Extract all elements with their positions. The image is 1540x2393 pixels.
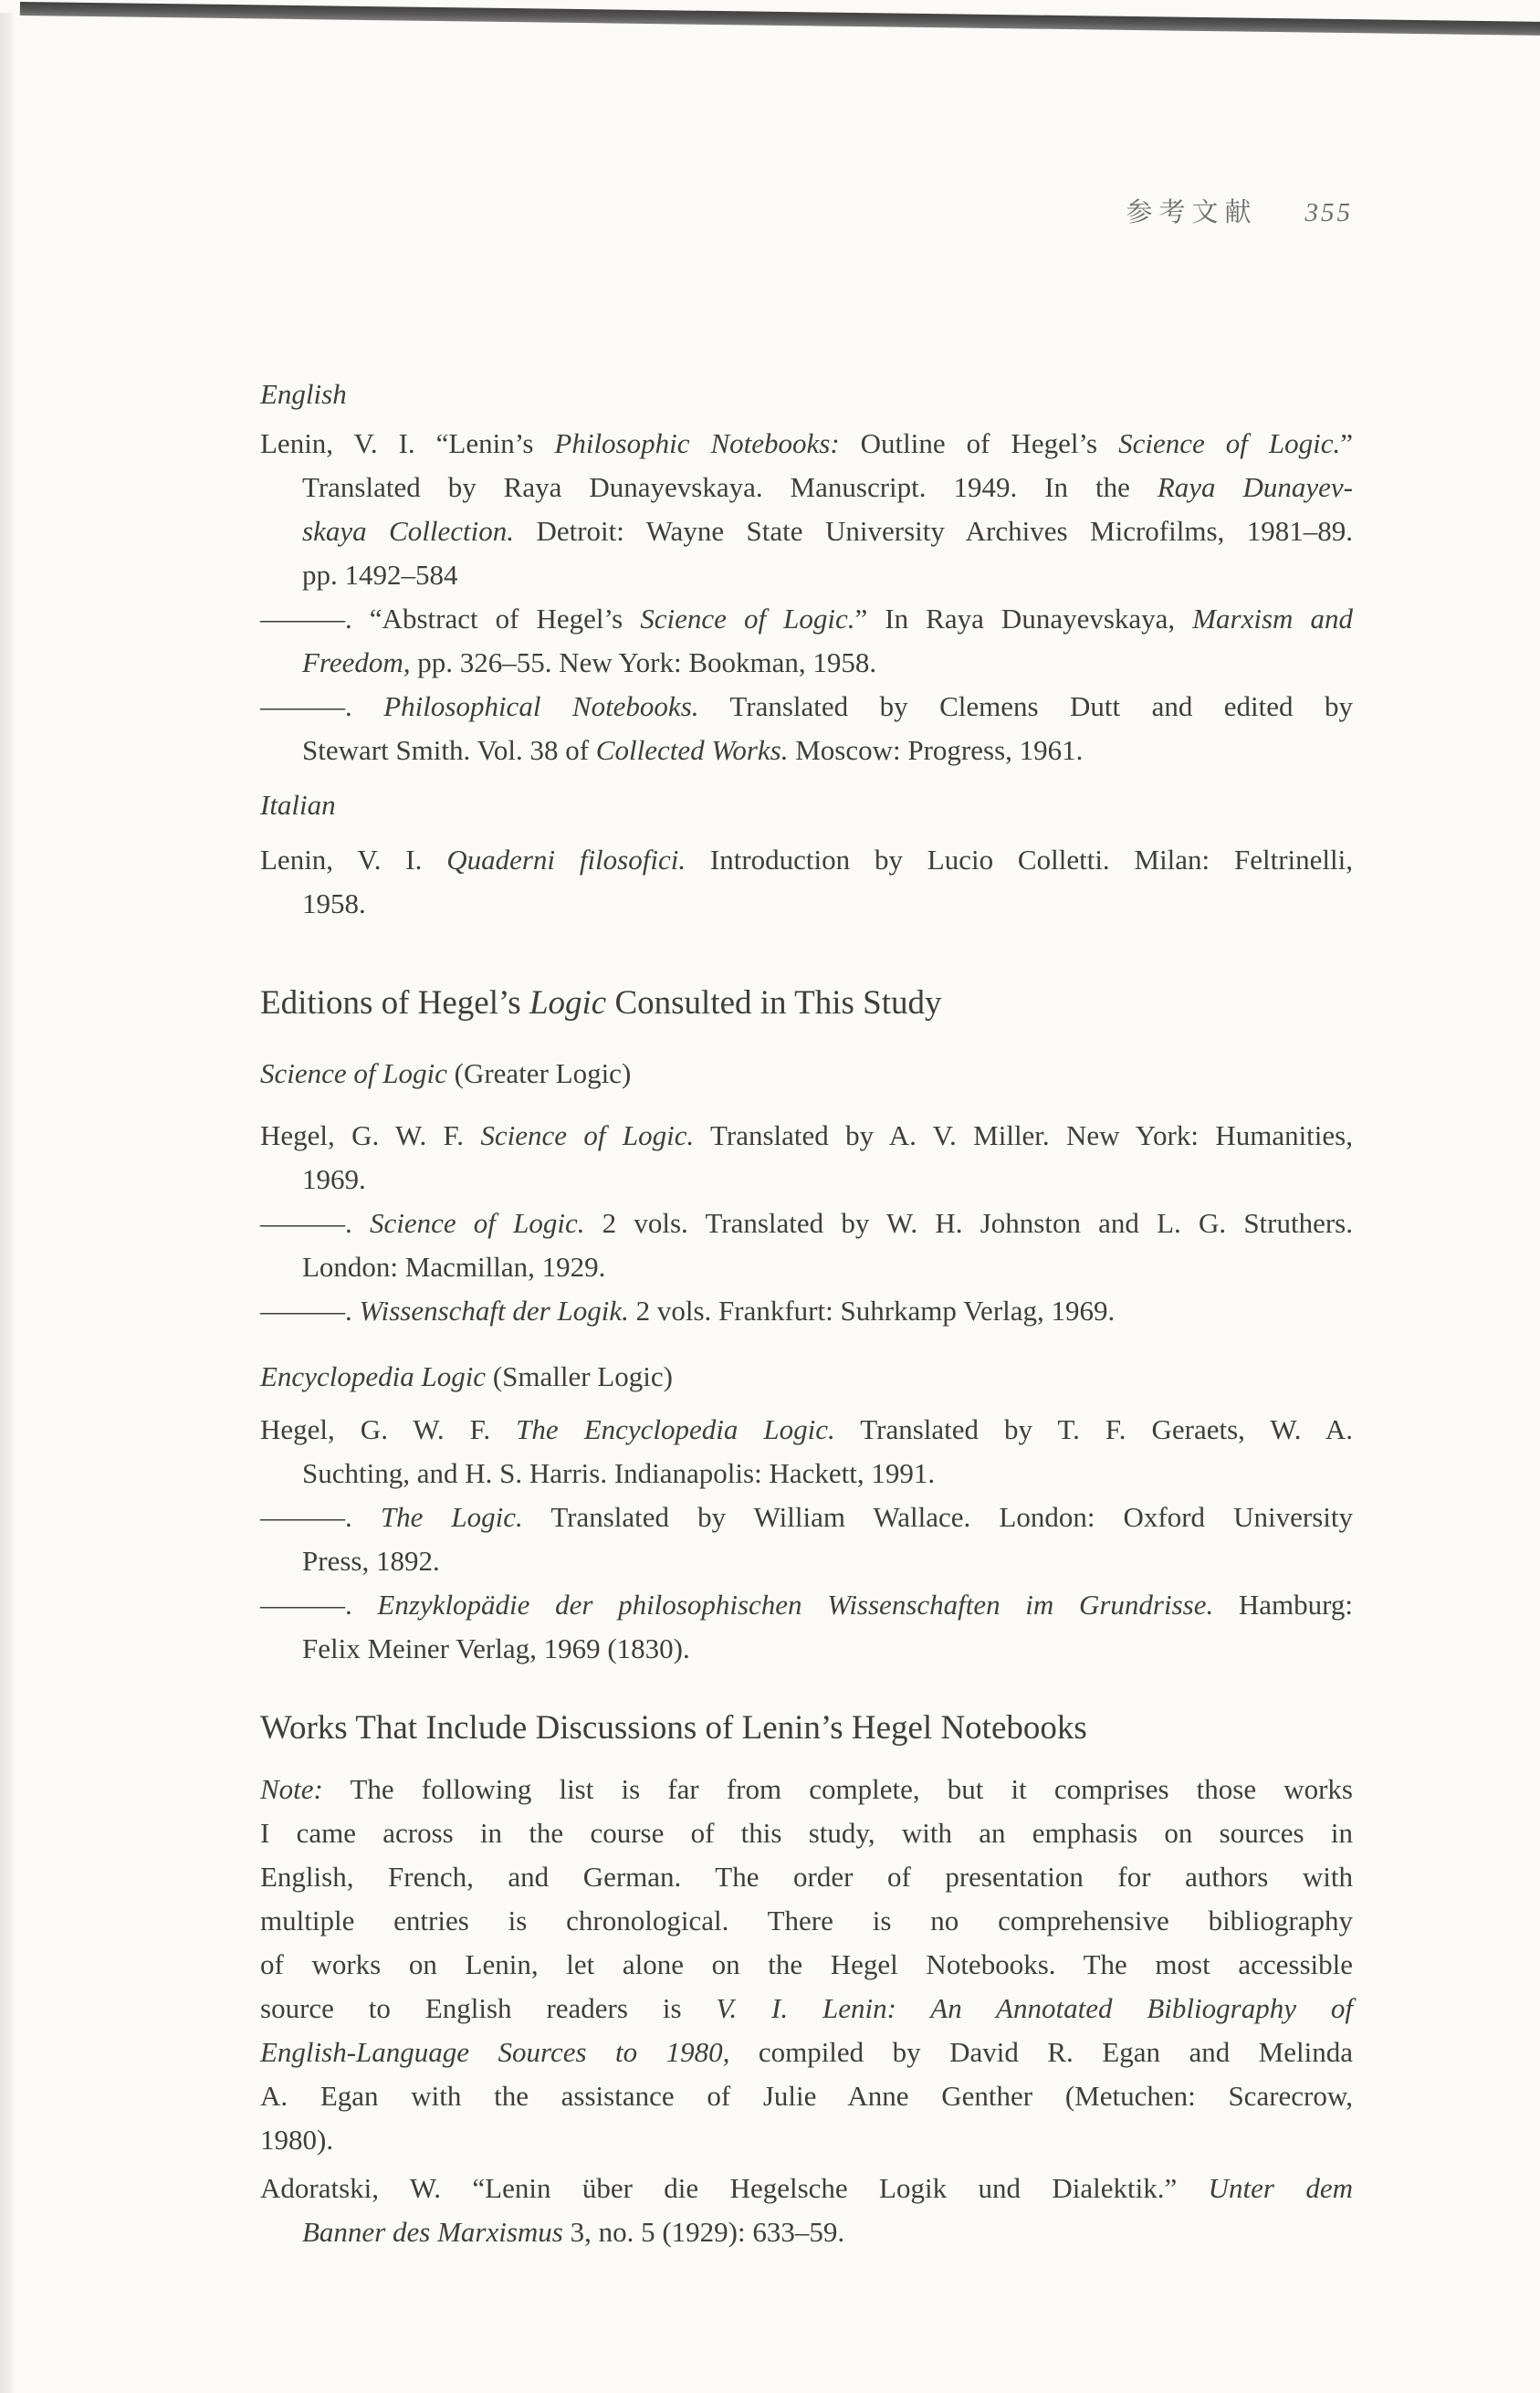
text-line (260, 1114, 1353, 1158)
text-line (260, 2210, 1353, 2254)
roman-text: (Greater Logic) (446, 1057, 632, 1089)
roman-text: Outline of Hegel’s (839, 427, 1119, 459)
italic-text: skaya Collection. (302, 515, 514, 547)
text-line (260, 1408, 1353, 1452)
roman-text: of works on Lenin, let alone on the Hegel Notebooks. The most accessible (260, 1948, 1353, 1980)
italic-text: Philosophical Notebooks. (383, 690, 699, 722)
italic-text: Science of Logic. (640, 603, 855, 635)
text-line (260, 597, 1353, 641)
roman-text: ———. (260, 690, 384, 722)
roman-text: ” In Raya Dunayevskaya, (854, 603, 1193, 635)
text-line (260, 838, 1353, 882)
roman-text: The following list is far from complete, but it comprises those works (322, 1773, 1353, 1805)
italic-text: V. I. Lenin: An Annotated Bibliography of (716, 1992, 1353, 2024)
text-line (260, 553, 1353, 597)
text-line (260, 1245, 1353, 1289)
bibliography-entry (260, 597, 1353, 685)
roman-text: 2 vols. Translated by W. H. Johnston and L. G. Struthers. (584, 1207, 1353, 1239)
italic-text: Science of Logic. (1118, 427, 1341, 459)
roman-text: 2 vols. Frankfurt: Suhrkamp Verlag, 1969. (628, 1295, 1116, 1327)
running-header-page-number: 355 (1304, 198, 1353, 227)
roman-text: English, French, and German. The order of presentation for authors with (260, 1861, 1353, 1893)
text-line (260, 1539, 1353, 1583)
italic-text: Science of Logic. (480, 1119, 695, 1151)
text-line (260, 685, 1353, 729)
text-line (260, 1202, 1353, 1245)
text-line (260, 2031, 1353, 2074)
bibliography-entry (260, 685, 1353, 772)
roman-text: Adoratski, W. “Lenin über die Hegelsche Logik und Dialektik.” (260, 2172, 1209, 2204)
roman-text: Translated by T. F. Geraets, W. A. (834, 1413, 1353, 1445)
roman-text: Stewart Smith. Vol. 38 of (302, 734, 596, 766)
roman-text: 1958. (302, 887, 366, 919)
italic-text: Science of Logic (260, 1057, 447, 1089)
text-line (260, 1768, 1353, 1811)
bibliography-content (260, 373, 1353, 2254)
roman-text: Translated by Clemens Dutt and edited by (698, 690, 1354, 722)
text-line (260, 641, 1353, 685)
italic-text: Science of Logic. (369, 1207, 585, 1239)
roman-text: Detroit: Wayne State University Archives Microfilms, 1981–89. (513, 515, 1353, 547)
text-line (260, 422, 1353, 466)
text-line (260, 1987, 1353, 2031)
section-heading (260, 1704, 1353, 1753)
roman-text: ” (1340, 427, 1353, 459)
roman-text: Translated by William Wallace. London: Oxford University (522, 1501, 1353, 1533)
roman-text: London: Macmillan, 1929. (302, 1251, 606, 1283)
roman-text: Moscow: Progress, 1961. (788, 734, 1084, 766)
bibliography-entry (260, 1289, 1353, 1333)
italic-text: Philosophic Notebooks: (554, 427, 840, 459)
roman-text: compiled by David R. Egan and Melinda (729, 2036, 1353, 2068)
bibliography-entry (260, 1202, 1353, 1289)
italic-text: Freedom, (302, 646, 411, 678)
roman-text: A. Egan with the assistance of Julie Anne Genther (Metuchen: Scarecrow, (260, 2080, 1353, 2112)
text-line (260, 1158, 1353, 1202)
roman-text: 3, no. 5 (1929): 633–59. (562, 2216, 845, 2248)
note-paragraph (260, 1768, 1353, 2162)
roman-text: Translated by A. V. Miller. New York: Humanities, (694, 1119, 1353, 1151)
text-line (260, 2118, 1353, 2162)
italic-text: Marxism and (1192, 603, 1353, 635)
italic-text: English (260, 378, 347, 410)
roman-text: Hamburg: (1213, 1589, 1354, 1621)
roman-text: Press, 1892. (302, 1545, 440, 1577)
italic-text: Unter dem (1208, 2172, 1353, 2204)
roman-text: Translated by Raya Dunayevskaya. Manuscript. 1949. In the (302, 471, 1158, 503)
italic-text: Quaderni filosofici. (446, 844, 686, 876)
text-line (260, 1811, 1353, 1855)
roman-text: (Smaller Logic) (486, 1360, 673, 1392)
roman-text: pp. 326–55. New York: Bookman, 1958. (410, 646, 877, 678)
roman-text: Lenin, V. I. “Lenin’s (260, 427, 555, 459)
text-line (260, 1496, 1353, 1539)
roman-text: multiple entries is chronological. There is no comprehensive bibliography (260, 1905, 1353, 1936)
roman-text: 1980). (260, 2124, 334, 2156)
roman-text: Consulted in This Study (606, 984, 942, 1022)
roman-text: ———. “Abstract of Hegel’s (260, 603, 641, 635)
roman-text: source to English readers is (260, 1992, 717, 2024)
roman-text: Editions of Hegel’s (260, 984, 529, 1022)
roman-text: Hegel, G. W. F. (260, 1119, 481, 1151)
text-line (260, 1899, 1353, 1943)
italic-text: Italian (260, 789, 336, 821)
running-header-title: 参考文献 (1126, 198, 1258, 227)
text-line (260, 466, 1353, 509)
bibliography-entry (260, 2167, 1353, 2254)
italic-text: Enzyklopädie der philosophischen Wissenschaften im Grundrisse. (377, 1589, 1214, 1621)
italic-text: Logic (529, 984, 607, 1022)
text-line (260, 1289, 1353, 1333)
roman-text: Lenin, V. I. (260, 844, 447, 876)
bibliography-entry (260, 1496, 1353, 1583)
italic-text: Encyclopedia Logic (260, 1360, 487, 1392)
roman-text: ———. (260, 1589, 378, 1621)
italic-text: Wissenschaft der Logik. (359, 1295, 629, 1327)
text-line (260, 882, 1353, 926)
text-line (260, 509, 1353, 553)
roman-text: Felix Meiner Verlag, 1969 (1830). (302, 1632, 690, 1664)
roman-text: ———. (260, 1207, 370, 1239)
text-line (260, 729, 1353, 772)
roman-text: Hegel, G. W. F. (260, 1413, 517, 1445)
bibliography-entry (260, 1408, 1353, 1496)
roman-text: pp. 1492–584 (302, 559, 458, 591)
roman-text: ———. (260, 1501, 381, 1533)
bibliography-entry (260, 838, 1353, 926)
italic-text: Banner des Marxismus (302, 2216, 563, 2248)
roman-text: I came across in the course of this study, with an emphasis on sources in (260, 1817, 1353, 1849)
bibliography-entry (260, 1114, 1353, 1202)
roman-text: Introduction by Lucio Colletti. Milan: Feltrinelli, (686, 844, 1353, 876)
italic-text: Collected Works. (595, 734, 789, 766)
text-line (260, 1452, 1353, 1496)
bibliography-entry (260, 422, 1353, 597)
roman-text: Works That Include Discussions of Lenin’s Hegel Notebooks (260, 1709, 1087, 1747)
subsection-heading (260, 1052, 1353, 1096)
italic-text: The Logic. (380, 1501, 523, 1533)
text-line (260, 2074, 1353, 2118)
text-line (260, 1627, 1353, 1671)
roman-text: Suchting, and H. S. Harris. Indianapolis: Hackett, 1991. (302, 1457, 936, 1489)
bibliography-entry (260, 1583, 1353, 1671)
text-line (260, 1943, 1353, 1987)
italic-text: The Encyclopedia Logic. (516, 1413, 835, 1445)
italic-text: Raya Dunayev- (1157, 471, 1353, 503)
page-top-edge-shadow (20, 2, 1540, 38)
running-header (260, 197, 1353, 228)
section-heading (260, 979, 1353, 1028)
text-line (260, 2167, 1353, 2210)
language-heading (260, 373, 1353, 416)
text-line (260, 1583, 1353, 1627)
page-left-edge-shadow (0, 13, 16, 2393)
language-heading (260, 783, 1353, 827)
text-line (260, 1855, 1353, 1899)
subsection-heading (260, 1355, 1353, 1399)
italic-text: Note: (260, 1773, 323, 1805)
roman-text: ———. (260, 1295, 360, 1327)
italic-text: English-Language Sources to 1980, (260, 2036, 730, 2068)
roman-text: 1969. (302, 1163, 366, 1195)
